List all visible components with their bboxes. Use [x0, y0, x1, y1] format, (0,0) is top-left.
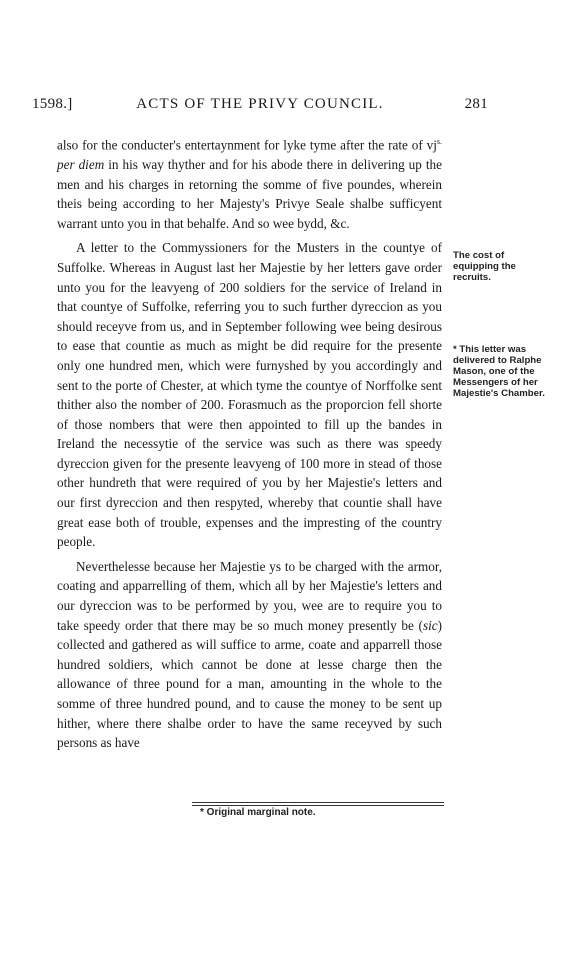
paragraph-text-run: ) collected and gathered as will suffice to arme, coate and apparrell those hundred soldiers, which cannot be done at lesse charge then the allowance of three pound for a man, amounting in the whole to the somme of three hundred pound, and to cause the money to be sent up hither, where there shalbe order to have the same receyved by such persons as have	[57, 617, 442, 751]
paragraph-text-run: s.	[436, 137, 442, 146]
footnote-rule	[192, 802, 444, 803]
paragraph-text-run: also for the conducter's entertaynment for lyke tyme after the rate of vj	[57, 137, 437, 153]
paragraph-text-run: in his way thyther and for his abode there in delivering up the men and his charges in retorning the somme of five poundes, wherein theis being according to her Majesty's Privye Seale shalbe sufficyent warrant unto you in that behalfe. And so wee bydd, &c.	[57, 156, 442, 231]
paragraph-1	[57, 132, 442, 233]
paragraph-text-run: sic	[422, 617, 438, 633]
running-header	[32, 96, 488, 118]
page-number: 281	[464, 96, 488, 112]
margin-note-1: The cost of equipping the recruits.	[453, 250, 516, 283]
header-year: 1598.]	[32, 96, 73, 112]
footnote-rule-lower	[192, 805, 444, 806]
paragraph-2	[57, 238, 442, 552]
paragraph-text-run: A letter to the Commyssioners for the Musters in the countye of Suffolke. Whereas in August last her Majestie by her letters gave order unto you for the leavyeng of 200 soldiers for the service of Ireland in that countye of Suffolke, referring you to such further dyreccion as you should receyve from us, and in September following wee being desirous to ease that countie as much as might be did require for the presente only one hundred men, which were furnyshed by you accordingly and sent to the porte of Chester, at which tyme the countye of Norffolke sent thither also the nomber of 200. Forasmuch as the proporcion fell shorte of those nombers that were then appointed to fill up the bandes in Ireland the necessytie of the service was such as there was speedy dyreccion given for the presente leavyeng of 100 more in stead of those other hundreth that were required of you by her Majestie's letters and our first dyreccion and then respyted, whereby that countie shall have great ease both of trouble, expenses and the impresting of the country people.	[57, 240, 442, 550]
paragraph-3	[57, 557, 442, 753]
paragraph-text-run: Neverthelesse because her Majestie ys to be charged with the armor, coating and apparrelling of them, which all by her Majestie's letters and our dyreccion was to be performed by you, wee are to require you to take speedy order that there may be so much money presently be (	[57, 558, 442, 633]
header-title: ACTS OF THE PRIVY COUNCIL.	[136, 96, 384, 112]
body-text	[57, 132, 442, 758]
paragraph-text-run: per diem	[57, 156, 105, 172]
footnote: * Original marginal note.	[200, 807, 316, 818]
margin-note-2: * This letter was delivered to Ralphe Mason, one of the Messengers of her Majestie's Chamber.	[453, 344, 545, 399]
